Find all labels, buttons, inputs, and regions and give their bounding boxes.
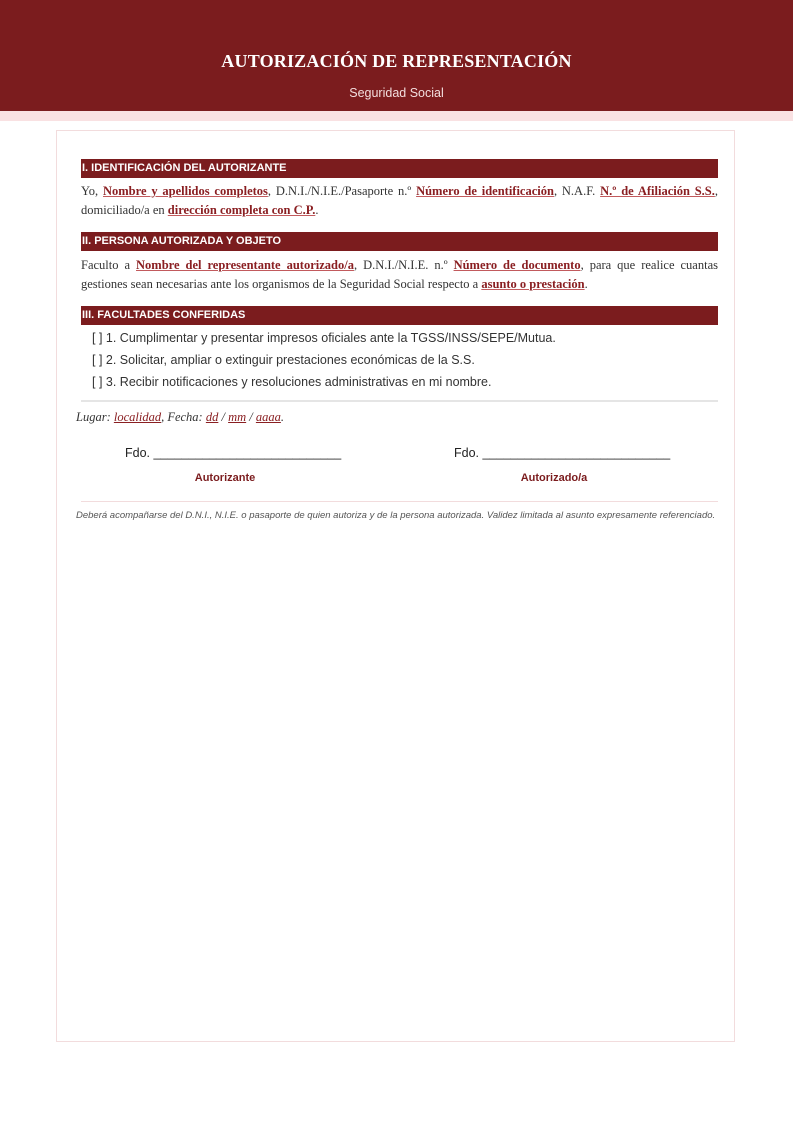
authorized-person-paragraph — [81, 256, 718, 294]
text: . — [280, 410, 285, 424]
field-full-name[interactable]: Nombre y apellidos completos — [102, 184, 268, 198]
section-heading-authorized-person: II. PERSONA AUTORIZADA Y OBJETO — [81, 232, 718, 251]
text: / — [218, 410, 229, 424]
divider — [81, 501, 718, 502]
text: . — [584, 277, 588, 291]
signature-block-authorized — [454, 446, 714, 484]
form-card — [56, 130, 735, 1042]
document-title: AUTORIZACIÓN DE REPRESENTACIÓN — [221, 51, 572, 71]
signature-role: Autorizante — [194, 472, 256, 484]
section-heading-identification: I. IDENTIFICACIÓN DEL AUTORIZANTE — [81, 159, 718, 178]
text: , D.N.I./N.I.E. n.º — [353, 258, 454, 272]
power-checkbox-item[interactable]: [ ] 3. Recibir notificaciones y resoluciones administrativas en mi nombre. — [92, 375, 492, 389]
divider — [81, 400, 718, 402]
signature-block-authorizer — [125, 446, 385, 484]
identification-paragraph — [81, 182, 718, 220]
power-checkbox-item[interactable]: [ ] 1. Cumplimentar y presentar impresos oficiales ante la TGSS/INSS/SEPE/Mutua. — [92, 331, 556, 345]
text: , D.N.I./N.I.E./Pasaporte n.º — [267, 184, 417, 198]
signature-line[interactable]: Fdo. ___________________________ — [454, 446, 671, 460]
field-day[interactable]: dd — [205, 410, 219, 424]
text: , para que realice cuantas gestiones sean necesarias ante los organismos de la Seguridad Social respecto a — [81, 258, 718, 291]
field-locality[interactable]: localidad — [113, 410, 162, 424]
footer-note: Deberá acompañarse del D.N.I., N.I.E. o pasaporte de quien autoriza y de la persona autorizada. Validez limitada al asunto expresamente referenciado. — [76, 510, 716, 521]
field-id-number[interactable]: Número de identificación — [416, 184, 554, 198]
place-date-line — [76, 410, 284, 425]
field-address[interactable]: dirección completa con C.P. — [167, 203, 316, 217]
document-header — [0, 0, 793, 111]
field-representative-name[interactable]: Nombre del representante autorizado/a — [136, 258, 354, 272]
signature-role: Autorizado/a — [520, 472, 588, 484]
field-document-number[interactable]: Número de documento — [453, 258, 581, 272]
header-accent-stripe — [0, 111, 793, 121]
text: , N.A.F. — [553, 184, 601, 198]
text: , Fecha: — [161, 410, 206, 424]
section-heading-powers: III. FACULTADES CONFERIDAS — [81, 306, 718, 325]
text: / — [246, 410, 256, 424]
text: Faculto a — [81, 258, 137, 272]
field-year[interactable]: aaaa — [255, 410, 281, 424]
field-subject[interactable]: asunto o prestación — [481, 277, 585, 291]
signature-line[interactable]: Fdo. ___________________________ — [125, 446, 342, 460]
field-naf[interactable]: N.º de Afiliación S.S. — [600, 184, 715, 198]
text: , domiciliado/a en — [81, 184, 719, 217]
powers-list — [92, 327, 712, 393]
field-month[interactable]: mm — [228, 410, 247, 424]
text: Lugar: — [76, 410, 114, 424]
power-checkbox-item[interactable]: [ ] 2. Solicitar, ampliar o extinguir prestaciones económicas de la S.S. — [92, 353, 475, 367]
text: Yo, — [81, 184, 103, 198]
document-subtitle: Seguridad Social — [349, 86, 444, 100]
text: . — [315, 203, 319, 217]
